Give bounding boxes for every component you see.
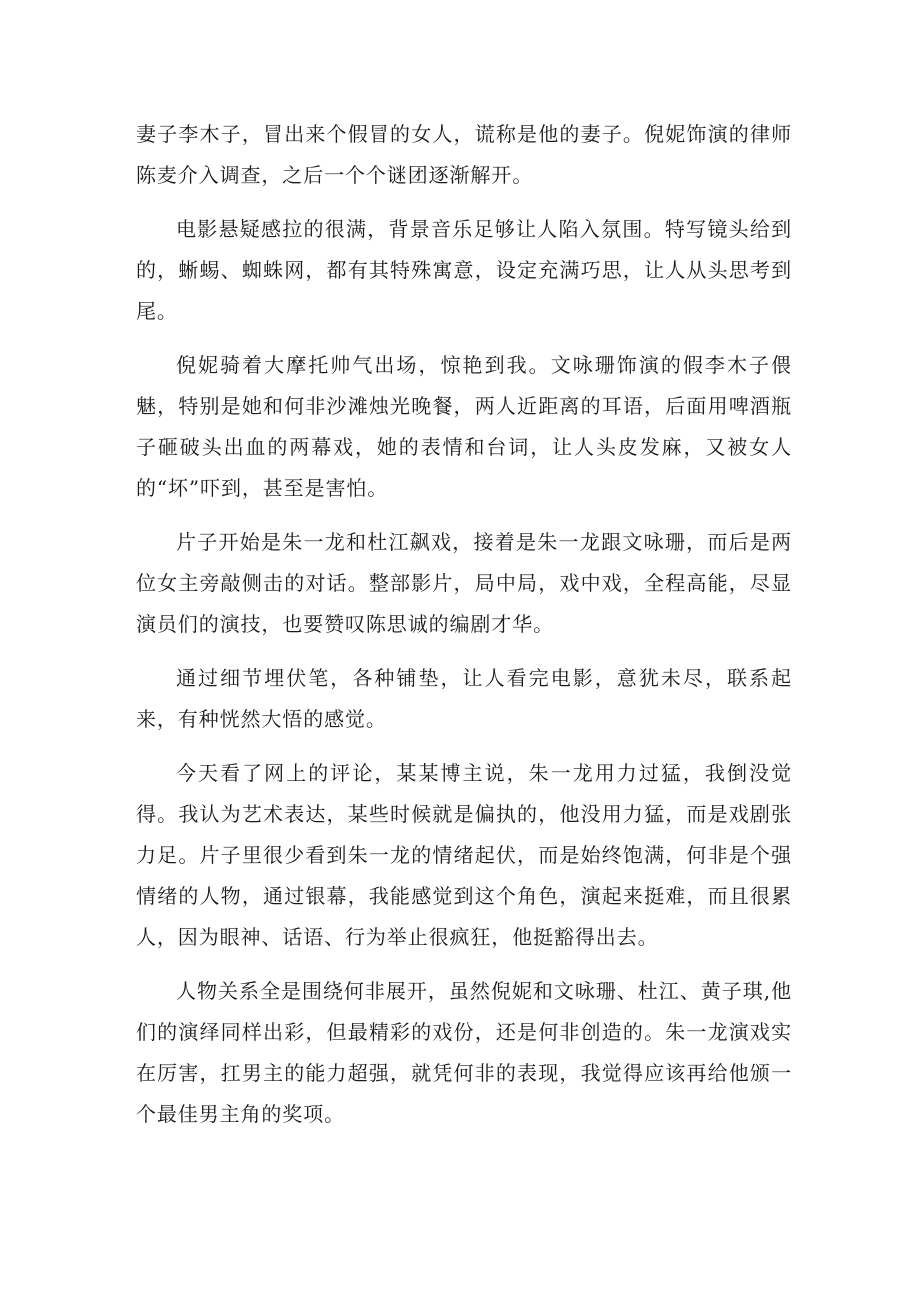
paragraph: 片子开始是朱一龙和杜江飙戏，接着是朱一龙跟文咏珊，而后是两位女主旁敲侧击的对话。整部影片，局中局，戏中戏，全程高能，尽显演员们的演技，也要赞叹陈思诚的编剧才华。 [136,530,792,636]
document-body [136,114,792,1135]
paragraph-gap [136,958,792,971]
paragraph-gap [136,196,792,209]
paragraph-continuation: 妻子李木子，冒出来个假冒的女人，谎称是他的妻子。倪妮饰演的律师陈麦介入调查，之后一个个谜团逐渐解开。 [136,122,792,187]
paragraph-gap [136,645,792,658]
paragraph: 人物关系全是围绕何非展开，虽然倪妮和文咏珊、杜江、黄子琪,他们的演绎同样出彩，但最精彩的戏份，还是何非创造的。朱一龙演戏实在厉害，扛男主的能力超强，就凭何非的表现，我觉得应该再给他颁一个最佳男主角的奖项。 [136,979,792,1126]
paragraph-gap [136,509,792,522]
paragraph: 通过细节埋伏笔，各种铺垫，让人看完电影，意犹未尽，联系起来，有种恍然大悟的感觉。 [136,666,792,731]
paragraph-gap [136,740,792,753]
paragraph-gap [136,332,792,345]
paragraph: 今天看了网上的评论，某某博主说，朱一龙用力过猛，我倒没觉得。我认为艺术表达，某些时候就是偏执的，他没用力猛，而是戏剧张力足。片子里很少看到朱一龙的情绪起伏，而是始终饱满，何非是个强情绪的人物，通过银幕，我能感觉到这个角色，演起来挺难，而且很累人，因为眼神、话语、行为举止很疯狂，他挺豁得出去。 [136,761,792,949]
paragraph: 电影悬疑感拉的很满，背景音乐足够让人陷入氛围。特写镜头给到的，蜥蜴、蜘蛛网，都有其特殊寓意，设定充满巧思，让人从头思考到尾。 [136,217,792,323]
paragraph: 倪妮骑着大摩托帅气出场，惊艳到我。文咏珊饰演的假李木子偎魅，特别是她和何非沙滩烛光晚餐，两人近距离的耳语，后面用啤酒瓶子砸破头出血的两幕戏，她的表情和台词，让人头皮发麻，又被女人的“坏”吓到，甚至是害怕。 [136,353,792,500]
